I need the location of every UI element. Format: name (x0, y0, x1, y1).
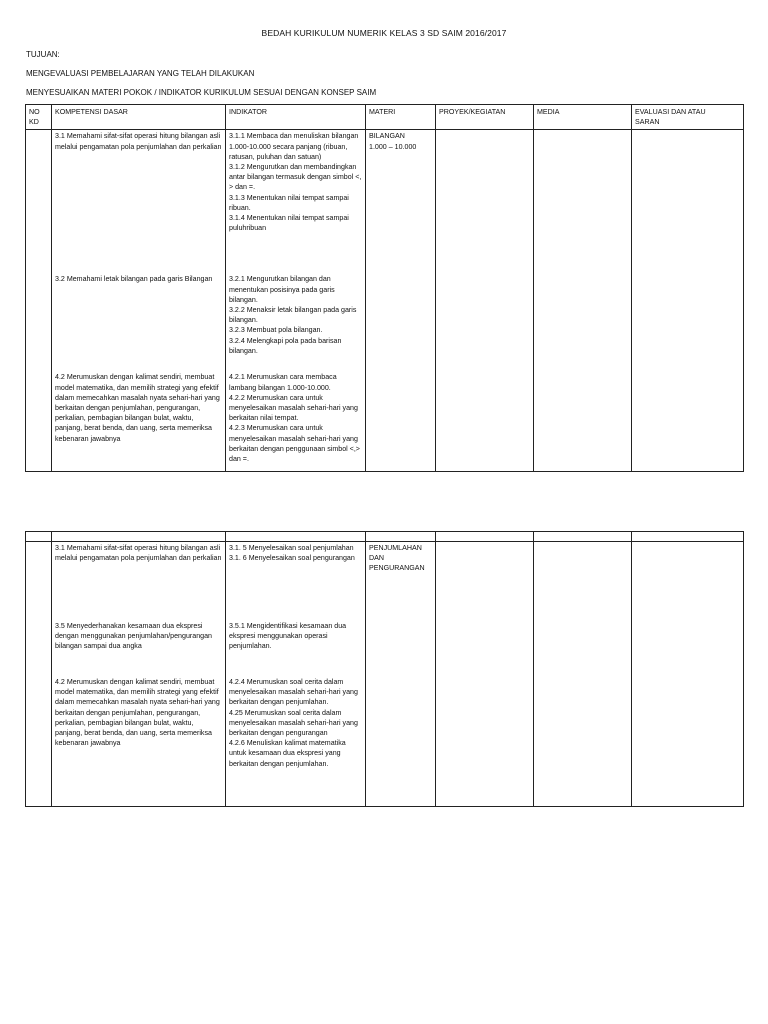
cell-evaluasi-saran (632, 130, 744, 472)
kd-3-1: 3.1 Memahami sifat-sifat operasi hitung bilangan asli melalui pengamatan pola penjumlahan dan perkalian (55, 132, 222, 151)
header-empty (436, 532, 534, 542)
indikator-3-1: 3.1.1 Membaca dan menuliskan bilangan 1.000-10.000 secara panjang (ribuan, ratusan, puluhan dan satuan) 3.1.2 Mengurutkan dan membandingkan antar bilangan termasuk dengan simbol <, > dan =. 3.1.3 Menentukan nilai tempat sampai ribuan. 3.1.4 Menentukan nilai tempat sampai puluhribuan (229, 132, 362, 233)
kd-4-2: 4.2 Merumuskan dengan kalimat sendiri, membuat model matematika, dan memilih strategi yang efektif dalam memecahkan masalah nyata sehari-hari yang berkaitan dengan penjumlahan, pengurangan, perkalian, pembagian bilangan bulat, waktu, panjang, berat benda, dan uang, serta memeriksa kebenaran jawabnya (55, 373, 220, 443)
header-indikator: INDIKATOR (226, 105, 366, 130)
cell-indikator (226, 542, 366, 807)
kd-3-2: 3.2 Memahami letak bilangan pada garis Bilangan (55, 275, 213, 284)
cell-no-kd (26, 130, 52, 472)
header-proyek-kegiatan: PROYEK/KEGIATAN (436, 105, 534, 130)
header-materi: MATERI (366, 105, 436, 130)
cell-evaluasi-saran (632, 542, 744, 807)
cell-indikator (226, 130, 366, 472)
header-kompetensi-dasar: KOMPETENSI DASAR (52, 105, 226, 130)
kd-3-1: 3.1 Memahami sifat-sifat operasi hitung bilangan asli melalui pengamatan pola penjumlahan dan perkalian (55, 544, 222, 563)
tujuan-item-1: MENGEVALUASI PEMBELAJARAN YANG TELAH DILAKUKAN (26, 69, 255, 78)
cell-materi: PENJUMLAHAN DAN PENGURANGAN (366, 542, 436, 807)
table-header-row (26, 532, 744, 542)
curriculum-table-1 (25, 104, 744, 472)
table-row (26, 130, 744, 472)
header-empty (52, 532, 226, 542)
header-empty (226, 532, 366, 542)
cell-proyek-kegiatan (436, 130, 534, 472)
cell-materi: BILANGAN 1.000 – 10.000 (366, 130, 436, 472)
kd-4-2: 4.2 Merumuskan dengan kalimat sendiri, membuat model matematika, dan memilih strategi yang efektif dalam memecahkan masalah nyata sehari-hari yang berkaitan dengan penjumlahan, pengurangan, perkalian, pembagian bilangan bulat, waktu, panjang, berat benda, dan uang, serta memeriksa kebenaran jawabnya (55, 678, 220, 748)
cell-media (534, 130, 632, 472)
tujuan-item-2: MENYESUAIKAN MATERI POKOK / INDIKATOR KURIKULUM SESUAI DENGAN KONSEP SAIM (26, 88, 377, 97)
cell-kompetensi-dasar (52, 542, 226, 807)
curriculum-table-2 (25, 531, 744, 807)
indikator-4-2: 4.2.1 Merumuskan cara membaca lambang bilangan 1.000-10.000. 4.2.2 Merumuskan cara untuk menyelesaikan masalah sehari-hari yang berkaitan nilai tempat. 4.2.3 Merumuskan cara untuk menyelesaikan masalah sehari-hari yang berkaitan dengan penggunaan simbol <,> dan =. (229, 373, 360, 464)
header-empty (632, 532, 744, 542)
header-no-kd: NO KD (26, 105, 52, 130)
indikator-4-2: 4.2.4 Merumuskan soal cerita dalam menyelesaikan masalah sehari-hari yang berkaitan dengan penjumlahan. 4.25 Merumuskan soal cerita dalam menyelesaikan masalah sehari-hari yang berkaitan dengan pengurangan 4.2.6 Menuliskan kalimat matematika untuk kesamaan dua ekspresi yang berkaitan dengan penjumlahan. (229, 678, 358, 768)
tujuan-label: TUJUAN: (26, 50, 60, 59)
header-empty (366, 532, 436, 542)
header-empty (534, 532, 632, 542)
indikator-3-2: 3.2.1 Mengurutkan bilangan dan menentukan posisinya pada garis bilangan. 3.2.2 Menaksir letak bilangan pada garis bilangan. 3.2.3 Membuat pola bilangan. 3.2.4 Melengkapi pola pada barisan bilangan. (229, 275, 357, 355)
table-header-row (26, 105, 744, 130)
cell-no-kd (26, 542, 52, 807)
indikator-3-1: 3.1. 5 Menyelesaikan soal penjumlahan 3.1. 6 Menyelesaikan soal pengurangan (229, 544, 355, 563)
cell-kompetensi-dasar (52, 130, 226, 472)
cell-proyek-kegiatan (436, 542, 534, 807)
header-evaluasi-saran: EVALUASI DAN ATAU SARAN (632, 105, 744, 130)
header-empty (26, 532, 52, 542)
document-title: BEDAH KURIKULUM NUMERIK KELAS 3 SD SAIM 2016/2017 (261, 28, 507, 38)
kd-3-5: 3.5 Menyederhanakan kesamaan dua ekspresi dengan menggunakan penjumlahan/pengurangan bilangan sampai dua angka (55, 622, 212, 651)
indikator-3-5: 3.5.1 Mengidentifikasi kesamaan dua ekspresi menggunakan operasi penjumlahan. (229, 622, 347, 651)
header-media: MEDIA (534, 105, 632, 130)
cell-media (534, 542, 632, 807)
table-row (26, 542, 744, 807)
